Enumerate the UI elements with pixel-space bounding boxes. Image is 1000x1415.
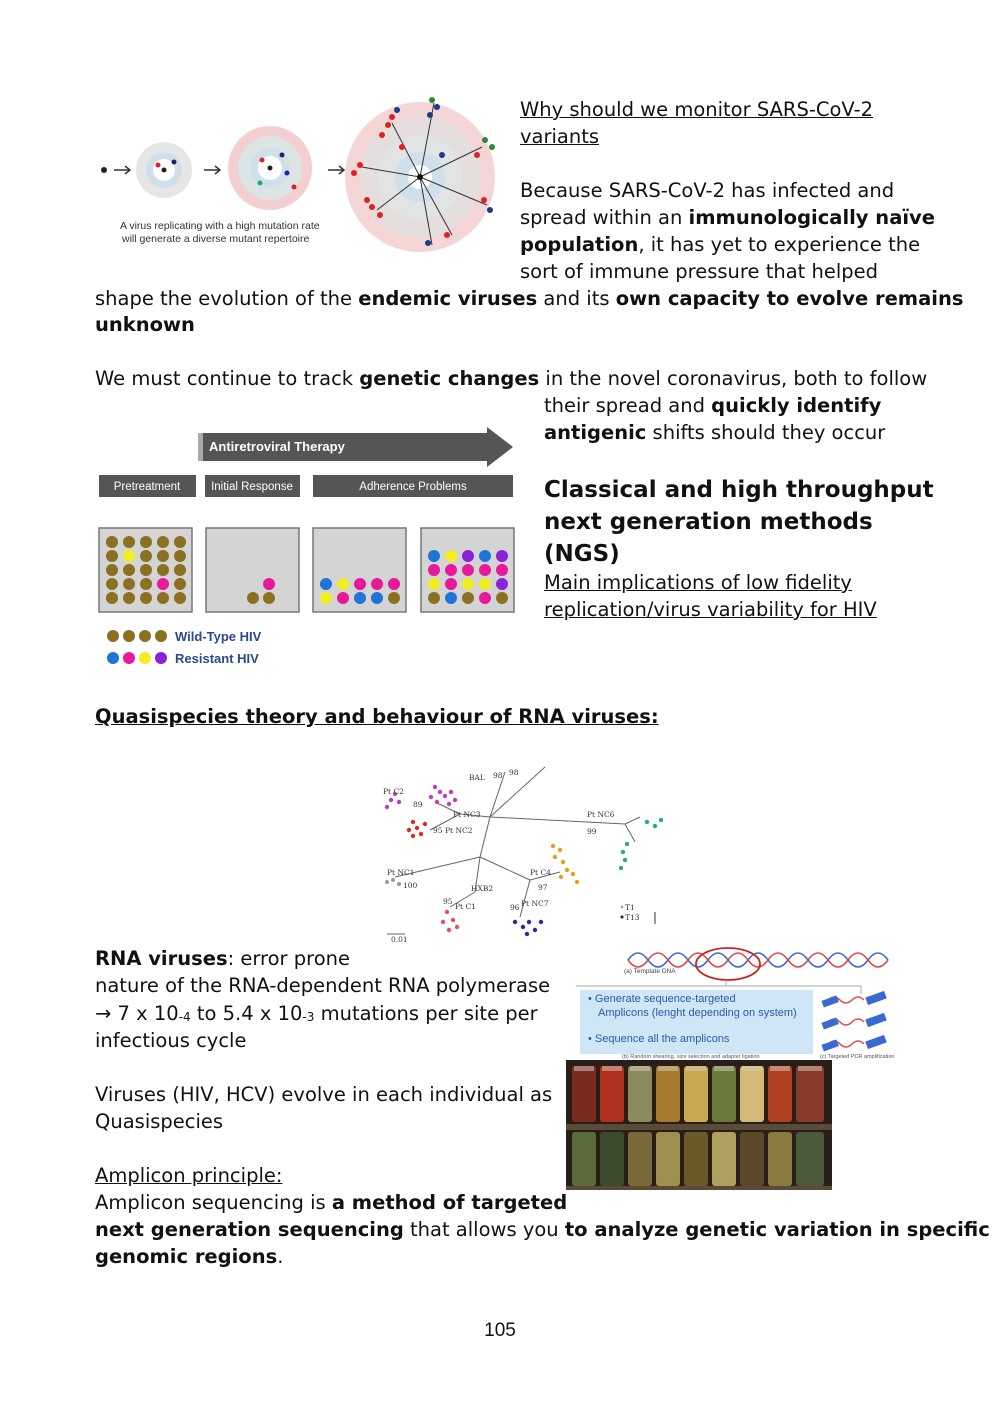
stage-initial-response: Initial Response [211,481,293,493]
tree-label: 98 [493,771,503,780]
sars-paragraph-line: spread within an immunologically naïve [520,206,935,229]
template-dna-caption: (a) Template DNA [624,968,676,975]
tree-label: 95 [443,897,453,906]
legend-wild-type [107,629,262,644]
tree-label: HXB2 [471,884,494,893]
tree-label: 100 [403,881,418,890]
amplicon-bullet-1b: Amplicons (lenght depending on system) [598,1007,797,1019]
svg-text:Wild-Type HIV: Wild-Type HIV [175,629,262,644]
tree-label: Pt NC3 [453,810,481,819]
figure-caption-line2: will generate a diverse mutant repertoire [122,233,310,245]
tree-label: Pt NC7 [521,899,549,908]
legend-resistant [107,651,259,666]
tree-label: 95 [433,826,443,835]
tracking-paragraph-line: their spread and quickly identify [544,394,882,417]
amplicon-sequencing-figure [566,942,902,1192]
dna-helix [628,953,888,967]
sars-heading-line2: variants [520,125,600,148]
tree-label: 0.01 [391,935,408,944]
tree-label: Pt NC2 [445,826,473,835]
svg-text:Resistant HIV: Resistant HIV [175,651,259,666]
tree-label: 99 [587,827,597,836]
sars-paragraph-line: sort of immune pressure that helped [520,260,879,283]
jars-photo [566,1060,832,1190]
sars-heading-line1: Why should we monitor SARS-CoV-2 [520,98,874,121]
tree-label: Pt NC6 [587,810,615,819]
hiv-resistance-figure [95,425,525,675]
tree-label: Pt C2 [383,787,404,796]
tree-label: 98 [509,768,519,777]
sars-paragraph-line: unknown [95,313,195,336]
sars-paragraph-line: population, it has yet to experience the [520,233,921,256]
ngs-heading-line2: next generation methods [544,509,873,535]
rna-paragraph-line: nature of the RNA-dependent RNA polymerase [95,974,551,997]
caption-c: (c) Targeted PCR amplification [820,1054,895,1060]
therapy-arrow [198,427,513,467]
amplicon-bullet-1: • Generate sequence-targeted [588,993,736,1005]
stage-pretreatment: Pretreatment [113,481,181,493]
amplicon-heading: Amplicon principle: [95,1164,283,1187]
mutation-rate-line: → 7 x $10_{-4}$ to 5.4 x $10_{-3}$ mutations per site per [95,1002,538,1025]
rna-paragraph-line: RNA viruses: error prone [95,947,350,970]
svg-text:Antiretroviral Therapy: Antiretroviral Therapy [209,439,345,454]
ngs-subheading-line2: replication/virus variability for HIV [544,598,877,621]
amplicon-bullet-2: • Sequence all the amplicons [588,1033,730,1045]
ngs-subheading-line1: Main implications of low fidelity [544,571,852,594]
tree-label: Pt C4 [530,868,551,877]
tree-label: Pt NC1 [387,868,415,877]
caption-b: (b) Random shearing, size selection and adapter ligation [622,1054,760,1060]
page-number: 105 [484,1320,516,1341]
tree-label: 96 [510,903,520,912]
tree-label: T13 [625,913,640,922]
rna-paragraph-line: Quasispecies [95,1110,224,1133]
amplicon-fragments [821,991,886,1052]
tree-label: 97 [538,883,548,892]
rna-paragraph-line: infectious cycle [95,1029,247,1052]
tree-label: 89 [413,800,423,809]
amplicon-paragraph-line: Amplicon sequencing is a method of targeted [95,1191,568,1214]
ngs-heading-line3: (NGS) [544,541,620,567]
rna-paragraph-line: Viruses (HIV, HCV) evolve in each individual as [95,1083,553,1106]
phylogenetic-tree-figure [365,762,675,944]
tree-label: BAL [469,773,485,782]
amplicon-paragraph-line: genomic regions. [95,1245,284,1268]
quasispecies-heading: Quasispecies theory and behaviour of RNA viruses: [95,705,659,728]
tracking-paragraph-line: We must continue to track genetic changes in the novel coronavirus, both to follow [95,367,928,390]
ngs-heading-line1: Classical and high throughput [544,477,934,503]
mutation-repertoire-figure [92,95,502,255]
tracking-paragraph-line: antigenic shifts should they occur [544,421,886,444]
sars-paragraph-line: Because SARS-CoV-2 has infected and [520,179,895,202]
amplicon-paragraph-line: next generation sequencing that allows you to analyze genetic variation in specific [95,1218,990,1241]
figure-caption-line1: A virus replicating with a high mutation rate [120,220,320,232]
stage-adherence-problems: Adherence Problems [359,481,467,493]
sars-paragraph-line: shape the evolution of the endemic viruses and its own capacity to evolve remains [95,287,964,310]
tree-label: T1 [625,903,635,912]
tree-label: Pt C1 [455,902,476,911]
